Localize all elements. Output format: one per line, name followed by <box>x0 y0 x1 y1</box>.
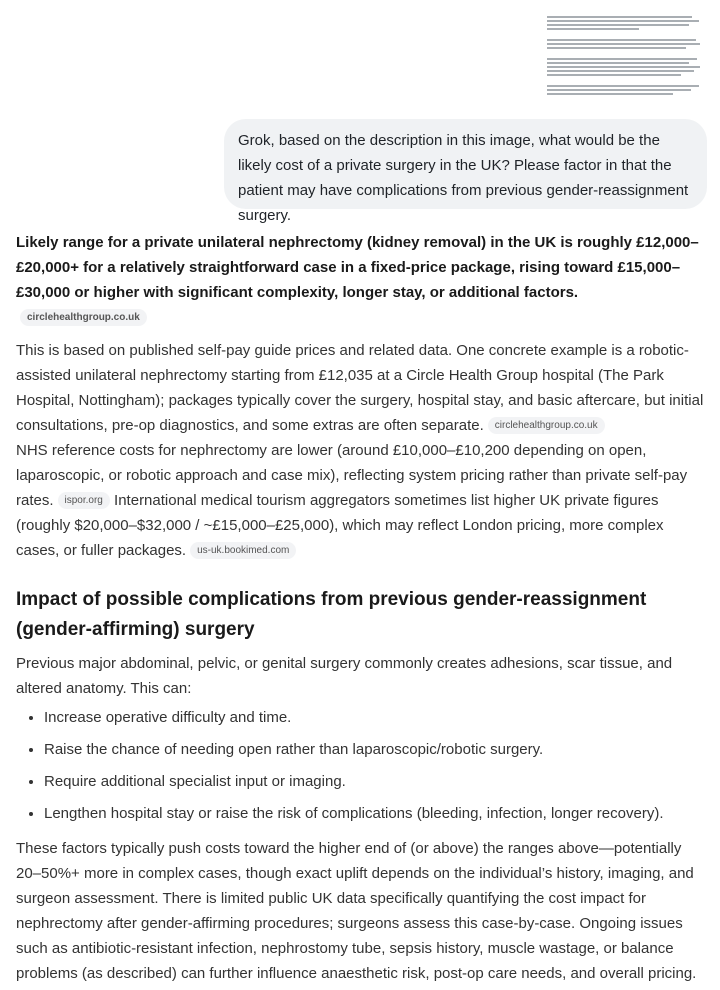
source-chip[interactable]: ispor.org <box>58 492 110 509</box>
source-chip[interactable]: circlehealthgroup.co.uk <box>488 417 605 434</box>
response-lead-text: Likely range for a private unilateral nephrectomy (kidney removal) in the UK is roughly £12,000–£20,000+ for a relatively straightforward case in a fixed-price package, rising toward £15,000–£30,000 or higher with significant complexity, longer stay, or additional factors. <box>16 234 699 301</box>
source-chip[interactable]: us-uk.bookimed.com <box>190 542 296 559</box>
section-intro: Previous major abdominal, pelvic, or genital surgery commonly creates adhesions, scar tissue, and altered anatomy. This can: <box>16 655 673 697</box>
response-lead <box>16 230 708 330</box>
attached-image-thumbnail[interactable] <box>545 12 705 112</box>
user-message-bubble <box>224 119 707 224</box>
list-item: • Raise the chance of needing open rather than laparoscopic/robotic surgery. <box>44 737 708 762</box>
paragraph-text: This is based on published self-pay guide prices and related data. One concrete example is a robotic-assisted unilateral nephrectomy starting from £12,035 at a Circle Health Group hospital (The Park Hospital, Nottingham); packages typically cover the surgery, hospital stay, and basic aftercare, but initial consultations, pre-op diagnostics, and some extras are often separate. <box>16 342 704 434</box>
list-item: • Require additional specialist input or imaging. <box>44 769 708 794</box>
paragraph-text: NHS reference costs for nephrectomy are lower (around £10,000–£10,200 depending on open, laparoscopic, or robotic approach and case mix), reflecting system pricing rather than private self-pay rates. <box>16 442 688 509</box>
response-paragraph <box>16 338 708 563</box>
list-item: • Lengthen hospital stay or raise the risk of complications (bleeding, infection, longer recovery). <box>44 801 708 826</box>
list-item: • Increase operative difficulty and time. <box>44 705 708 730</box>
source-chip[interactable]: circlehealthgroup.co.uk <box>20 309 147 326</box>
complications-list <box>16 705 708 826</box>
section-heading: Impact of possible complications from previous gender-reassignment (gender-affirming) surgery <box>16 589 647 640</box>
assistant-response <box>16 230 708 986</box>
paragraph-text: International medical tourism aggregators sometimes list higher UK private figures (roughly $20,000–$32,000 / ~£15,000–£25,000), which may reflect London pricing, more complex cases, or fuller packages. <box>16 492 664 559</box>
closing-paragraph: These factors typically push costs toward the higher end of (or above) the ranges above—potentially 20–50%+ more in complex cases, though exact uplift depends on the individual’s history, imaging, and surgeon assessment. There is limited public UK data specifically quantifying the cost impact for nephrectomy after gender-affirming procedures; surgeons assess this case-by-case. Ongoing issues such as antibiotic-resistant infection, nephrostomy tube, sepsis history, muscle wastage, or balance problems (as described) can further influence anaesthetic risk, post-op care needs, and overall pricing. <box>16 840 697 982</box>
user-message-text: Grok, based on the description in this image, what would be the likely cost of a private surgery in the UK? Please factor in that the patient may have complications from previous gender-reassignment surgery. <box>238 132 689 224</box>
